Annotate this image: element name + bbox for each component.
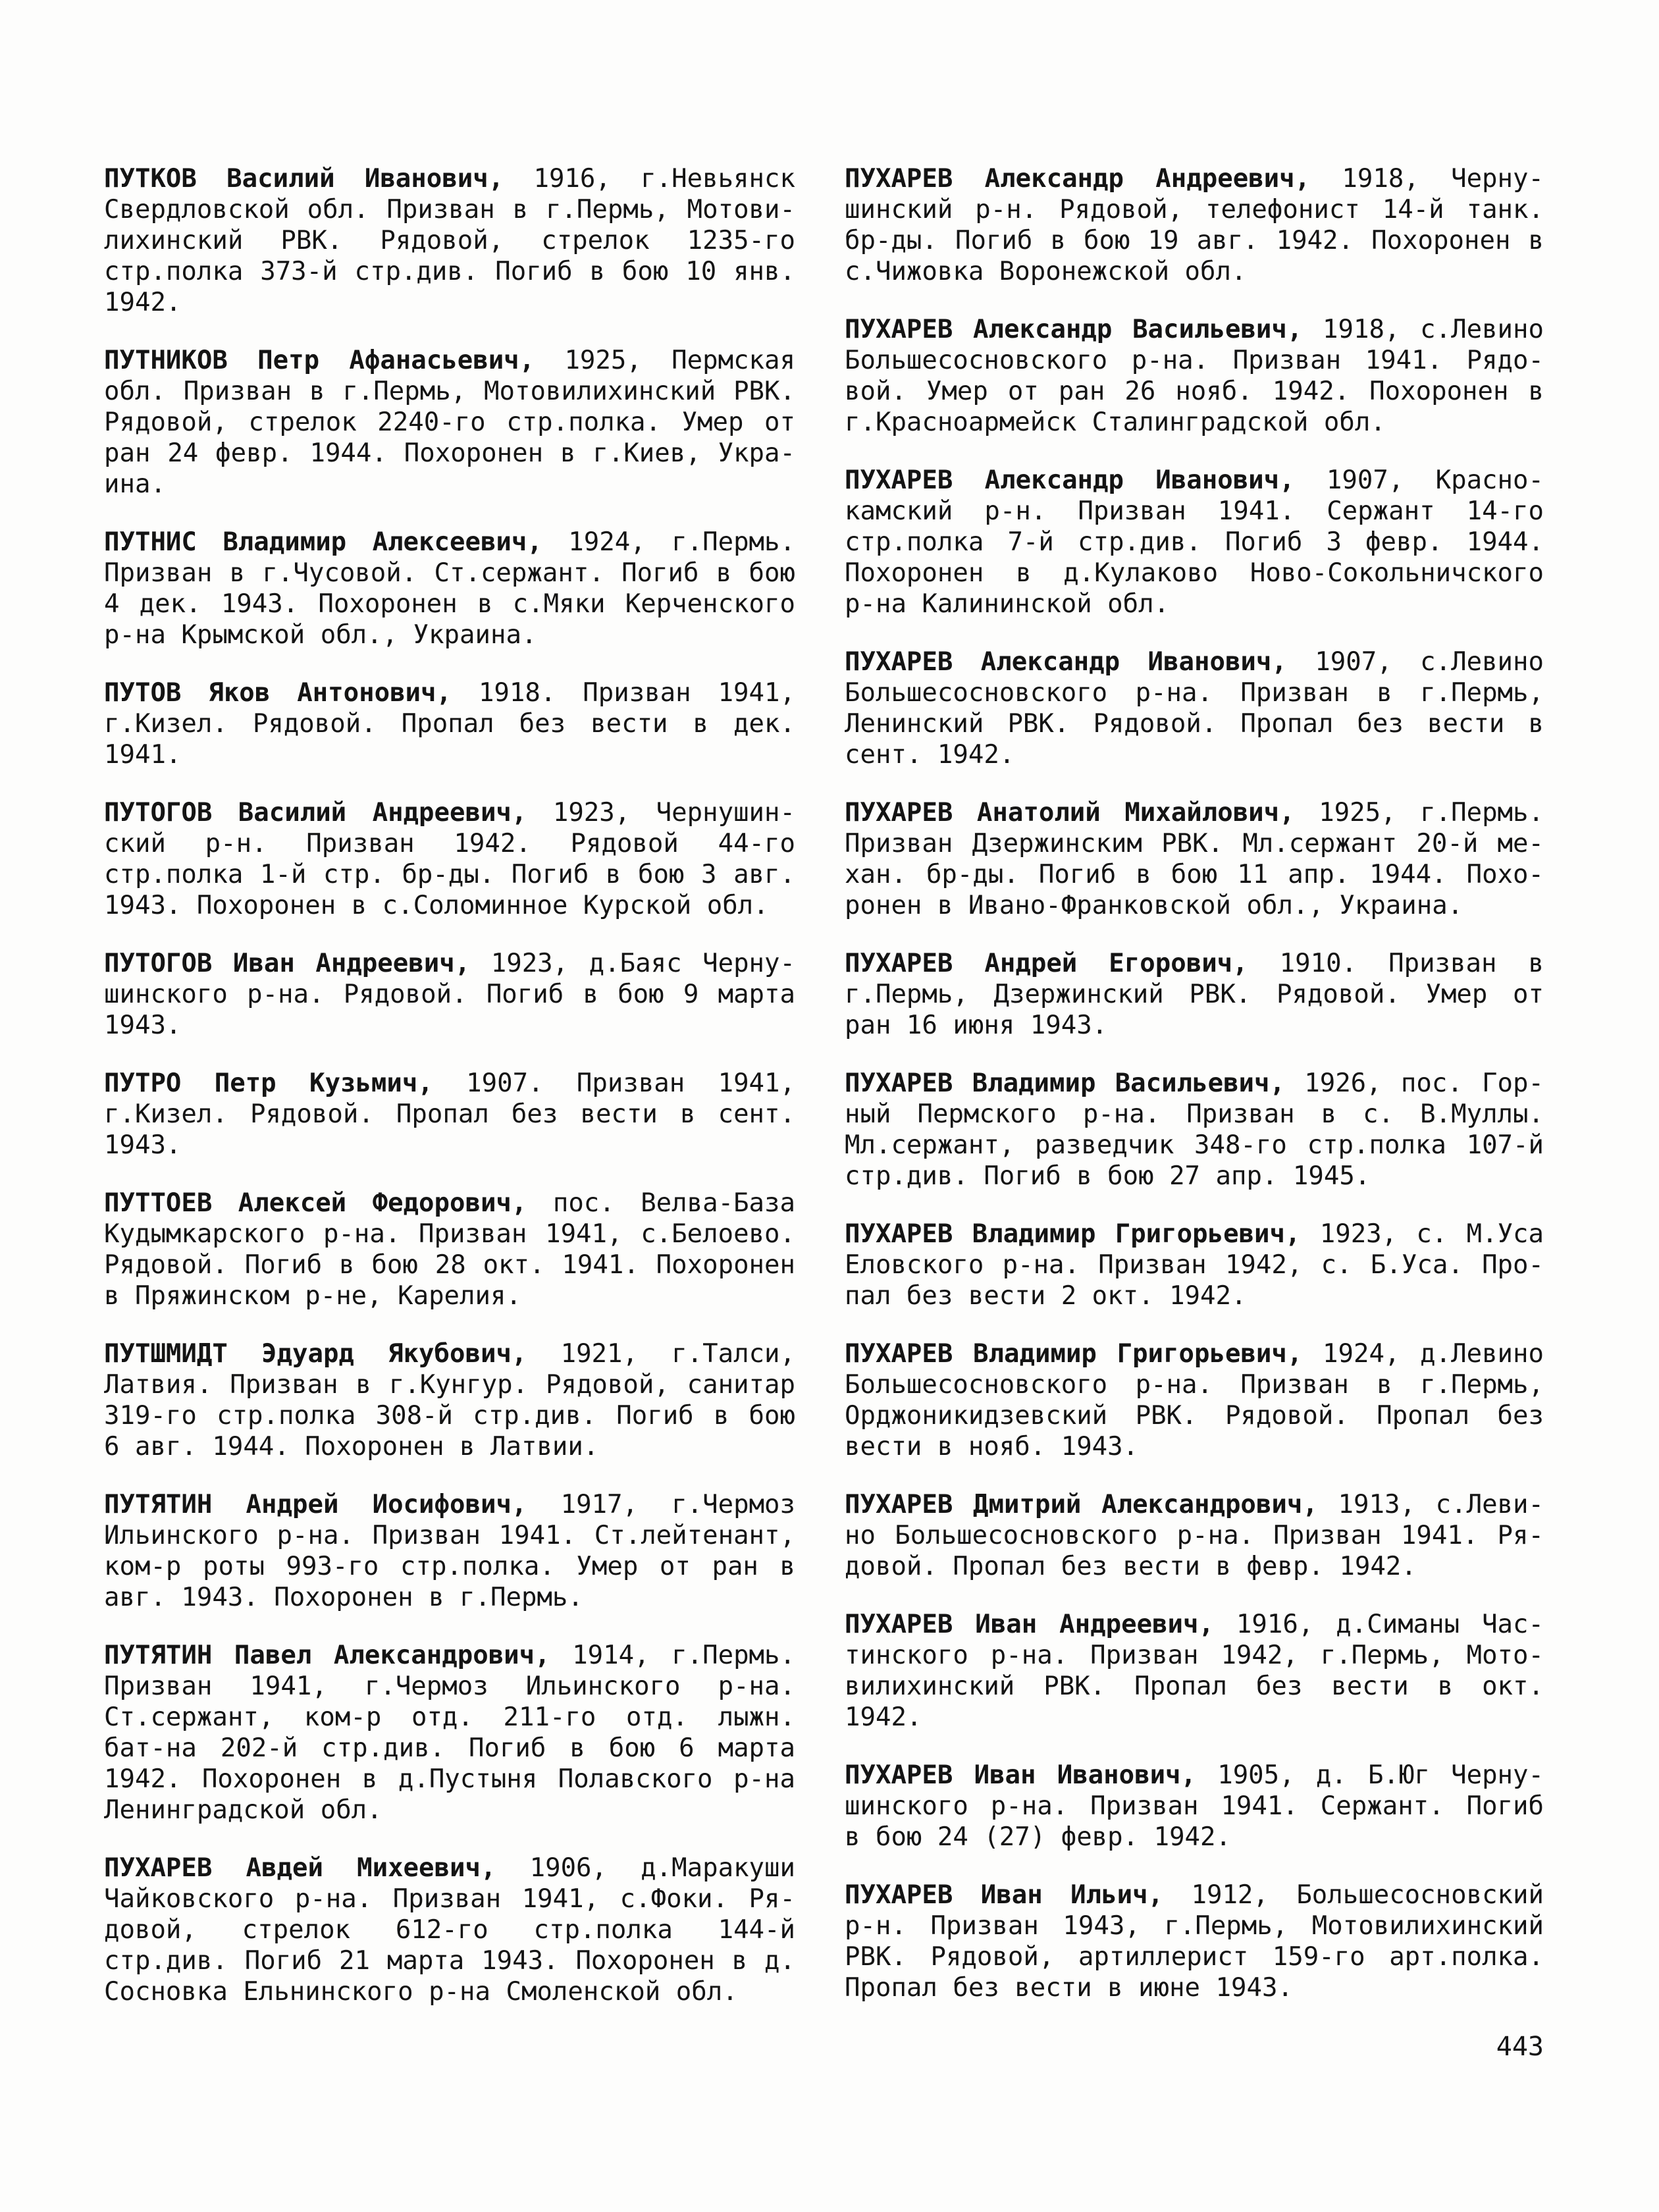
entry-line: бат-на 202-й стр.див. Погиб в бою 6 марта xyxy=(104,1733,795,1763)
entry-line: лихинский РВК. Рядовой, стрелок 1235-го xyxy=(104,226,795,255)
entry-name: ПУХАРЕВ Александр Иванович, xyxy=(845,647,1287,677)
memorial-entry xyxy=(104,1188,795,1311)
entry-line: Большесосновского р-на. Призван 1941. Рядо- xyxy=(845,346,1544,375)
memorial-entry xyxy=(845,314,1544,438)
entry-first-line: ПУТРО Петр Кузьмич, 1907. Призван 1941, xyxy=(104,1068,795,1098)
entry-name: ПУТРО Петр Кузьмич, xyxy=(104,1068,433,1098)
entry-line: Рядовой, стрелок 2240-го стр.полка. Умер от xyxy=(104,408,795,437)
entry-first-line: ПУТЯТИН Андрей Иосифович, 1917, г.Чермоз xyxy=(104,1490,796,1519)
entry-line: РВК. Рядовой, артиллерист 159-го арт.полка. xyxy=(845,1942,1544,1972)
entry-line: Сосновка Ельнинского р-на Смоленской обл. xyxy=(104,1977,738,2007)
entry-line: хан. бр-ды. Погиб в бою 11 апр. 1944. Похо- xyxy=(845,860,1544,889)
entry-name: ПУХАРЕВ Иван Ильич, xyxy=(845,1880,1164,1910)
entry-line: Свердловской обл. Призван в г.Пермь, Мотови- xyxy=(104,195,795,224)
entry-name: ПУТОВ Яков Антонович, xyxy=(104,678,452,708)
entry-name: ПУТЯТИН Андрей Иосифович, xyxy=(104,1490,527,1519)
entry-line: ный Пермского р-на. Призван в с. В.Муллы. xyxy=(845,1099,1544,1129)
entry-line: Ленинградской обл. xyxy=(104,1795,382,1825)
entry-line: ский р-н. Призван 1942. Рядовой 44-го xyxy=(104,829,795,858)
entry-name: ПУХАРЕВ Иван Андреевич, xyxy=(845,1610,1214,1639)
entry-line: Ст.сержант, ком-р отд. 211-го отд. лыжн. xyxy=(104,1702,795,1732)
entry-first-line: ПУХАРЕВ Иван Ильич, 1912, Большесосновский xyxy=(845,1880,1544,1910)
entry-line: вести в нояб. 1943. xyxy=(845,1432,1139,1462)
entry-line: Ильинского р-на. Призван 1941. Ст.лейтенант, xyxy=(104,1521,795,1550)
memorial-entry xyxy=(845,465,1544,619)
memorial-entry xyxy=(845,1609,1544,1733)
entry-name: ПУТНИКОВ Петр Афанасьевич, xyxy=(104,346,535,375)
memorial-entry xyxy=(845,1880,1544,2003)
right-column xyxy=(845,163,1544,2030)
entry-line: 6 авг. 1944. Похоронен в Латвии. xyxy=(104,1432,599,1462)
entry-name: ПУТКОВ Василий Иванович, xyxy=(104,164,504,194)
memorial-entry xyxy=(845,646,1544,770)
entry-first-line: ПУТОГОВ Иван Андреевич, 1923, д.Баяс Черну- xyxy=(104,949,795,978)
entry-line: 1943. xyxy=(104,1130,182,1160)
entry-name: ПУХАРЕВ Владимир Григорьевич, xyxy=(845,1219,1301,1249)
entry-name: ПУХАРЕВ Владимир Васильевич, xyxy=(845,1068,1285,1098)
entry-line: ком-р роты 993-го стр.полка. Умер от ран в xyxy=(104,1552,795,1581)
entry-line: г.Пермь, Дзержинский РВК. Рядовой. Умер от xyxy=(845,980,1544,1009)
entry-line: р-н. Призван 1943, г.Пермь, Мотовилихинский xyxy=(845,1911,1544,1941)
entry-line: пал без вести 2 окт. 1942. xyxy=(845,1281,1247,1311)
memorial-entry xyxy=(104,1640,795,1826)
entry-first-line: ПУТКОВ Василий Иванович, 1916, г.Невьянск xyxy=(104,164,795,194)
entry-line: Похоронен в д.Кулаково Ново-Сокольничского xyxy=(845,558,1544,588)
entry-first-line: ПУХАРЕВ Владимир Григорьевич, 1923, с. М.Уса xyxy=(845,1219,1544,1249)
entry-name: ПУХАРЕВ Дмитрий Александрович, xyxy=(845,1490,1318,1519)
entry-line: вой. Умер от ран 26 нояб. 1942. Похоронен в xyxy=(845,377,1544,406)
entry-name: ПУХАРЕВ Владимир Григорьевич, xyxy=(845,1339,1303,1369)
memorial-entry xyxy=(845,797,1544,921)
entry-first-line: ПУТОГОВ Василий Андреевич, 1923, Чернушин- xyxy=(104,798,795,828)
entry-name: ПУХАРЕВ Александр Васильевич, xyxy=(845,315,1303,344)
entry-line: довой. Пропал без вести в февр. 1942. xyxy=(845,1552,1417,1581)
memorial-entry xyxy=(845,1068,1544,1192)
memorial-entry xyxy=(104,1338,795,1462)
memorial-entry xyxy=(845,1489,1544,1582)
entry-line: бр-ды. Погиб в бою 19 авг. 1942. Похоронен в xyxy=(845,226,1544,255)
entry-line: Рядовой. Погиб в бою 28 окт. 1941. Похоронен xyxy=(104,1250,795,1280)
entry-name: ПУХАРЕВ Авдей Михеевич, xyxy=(104,1853,496,1883)
entry-name: ПУТОГОВ Иван Андреевич, xyxy=(104,949,471,978)
entry-name: ПУТШМИДТ Эдуард Якубович, xyxy=(104,1339,527,1369)
entry-line: Чайковского р-на. Призван 1941, с.Фоки. Ря- xyxy=(104,1884,795,1914)
entry-first-line: ПУТНИКОВ Петр Афанасьевич, 1925, Пермская xyxy=(104,346,795,375)
entry-line: г.Кизел. Рядовой. Пропал без вести в сент. xyxy=(104,1099,795,1129)
entry-name: ПУХАРЕВ Иван Иванович, xyxy=(845,1760,1197,1790)
memorial-entry xyxy=(845,1760,1544,1853)
entry-line: в бою 24 (27) февр. 1942. xyxy=(845,1822,1231,1852)
memorial-entry xyxy=(845,163,1544,287)
entry-line: Большесосновского р-на. Призван в г.Пермь, xyxy=(845,678,1544,708)
entry-line: стр.див. Погиб в бою 27 апр. 1945. xyxy=(845,1161,1371,1191)
entry-line: Пропал без вести в июне 1943. xyxy=(845,1973,1293,2003)
entry-line: сент. 1942. xyxy=(845,740,1015,770)
entry-line: шинского р-на. Призван 1941. Сержант. Погиб xyxy=(845,1791,1544,1821)
entry-line: стр.полка 373-й стр.див. Погиб в бою 10 янв. xyxy=(104,257,795,286)
left-column xyxy=(104,163,795,2034)
entry-line: но Большесосновского р-на. Призван 1941. Ря- xyxy=(845,1521,1544,1550)
entry-first-line: ПУХАРЕВ Анатолий Михайлович, 1925, г.Пермь. xyxy=(845,798,1544,828)
entry-line: вилихинский РВК. Пропал без вести в окт. xyxy=(845,1672,1544,1701)
entry-first-line: ПУХАРЕВ Авдей Михеевич, 1906, д.Маракуши xyxy=(104,1853,795,1883)
entry-first-line: ПУХАРЕВ Владимир Васильевич, 1926, пос. Гор- xyxy=(845,1068,1544,1098)
entry-line: тинского р-на. Призван 1942, г.Пермь, Мото- xyxy=(845,1641,1544,1670)
entry-line: довой, стрелок 612-го стр.полка 144-й xyxy=(104,1915,795,1945)
memorial-entry xyxy=(104,345,795,500)
entry-first-line: ПУХАРЕВ Владимир Григорьевич, 1924, д.Левино xyxy=(845,1339,1544,1369)
entry-line: стр.полка 1-й стр. бр-ды. Погиб в бою 3 авг. xyxy=(104,860,795,889)
entry-line: 1943. xyxy=(104,1011,182,1040)
entry-name: ПУТЯТИН Павел Александрович, xyxy=(104,1641,550,1670)
entry-first-line: ПУХАРЕВ Иван Андреевич, 1916, д.Симаны Час- xyxy=(845,1610,1544,1639)
entry-line: 1943. Похоронен в с.Соломинное Курской обл. xyxy=(104,891,769,920)
entry-line: стр.полка 7-й стр.див. Погиб 3 февр. 1944. xyxy=(845,527,1544,557)
entry-line: Еловского р-на. Призван 1942, с. Б.Уса. Про- xyxy=(845,1250,1544,1280)
entry-first-line: ПУХАРЕВ Андрей Егорович, 1910. Призван в xyxy=(845,949,1544,978)
entry-name: ПУХАРЕВ Анатолий Михайлович, xyxy=(845,798,1295,828)
entry-name: ПУХАРЕВ Андрей Егорович, xyxy=(845,949,1248,978)
entry-first-line: ПУТТОЕВ Алексей Федорович, пос. Велва-База xyxy=(104,1188,795,1218)
entry-line: 1942. xyxy=(104,288,182,317)
entry-line: авг. 1943. Похоронен в г.Пермь. xyxy=(104,1583,583,1612)
entry-line: Латвия. Призван в г.Кунгур. Рядовой, санитар xyxy=(104,1370,795,1400)
memorial-entry xyxy=(104,1068,795,1161)
entry-line: р-на Калининской обл. xyxy=(845,589,1170,619)
entry-line: ина. xyxy=(104,469,166,499)
memorial-entry xyxy=(845,948,1544,1041)
entry-first-line: ПУХАРЕВ Александр Иванович, 1907, Красно- xyxy=(845,465,1544,495)
entry-line: шинского р-на. Рядовой. Погиб в бою 9 марта xyxy=(104,980,795,1009)
entry-line: Большесосновского р-на. Призван в г.Пермь, xyxy=(845,1370,1544,1400)
entry-line: Призван в г.Чусовой. Ст.сержант. Погиб в бою xyxy=(104,558,795,588)
memorial-entry xyxy=(845,1219,1544,1311)
entry-line: 1942. Похоронен в д.Пустыня Полавского р-на xyxy=(104,1764,795,1794)
memorial-entry xyxy=(104,1853,795,2007)
entry-first-line: ПУТШМИДТ Эдуард Якубович, 1921, г.Талси, xyxy=(104,1339,796,1369)
entry-name: ПУТОГОВ Василий Андреевич, xyxy=(104,798,527,828)
memorial-entry xyxy=(104,948,795,1041)
entry-name: ПУХАРЕВ Александр Андреевич, xyxy=(845,164,1311,194)
entry-line: шинский р-н. Рядовой, телефонист 14-й танк. xyxy=(845,195,1544,224)
entry-name: ПУХАРЕВ Александр Иванович, xyxy=(845,465,1295,495)
entry-first-line: ПУТНИС Владимир Алексеевич, 1924, г.Пермь. xyxy=(104,527,795,557)
entry-line: Кудымкарского р-на. Призван 1941, с.Белоево. xyxy=(104,1219,795,1249)
memorial-entry xyxy=(104,677,795,770)
entry-line: р-на Крымской обл., Украина. xyxy=(104,620,537,650)
memorial-entry xyxy=(104,1489,795,1613)
entry-line: ран 16 июня 1943. xyxy=(845,1011,1108,1040)
entry-line: 4 дек. 1943. Похоронен в с.Мяки Керченского xyxy=(104,589,795,619)
entry-line: обл. Призван в г.Пермь, Мотовилихинский РВК. xyxy=(104,377,795,406)
entry-first-line: ПУХАРЕВ Александр Андреевич, 1918, Черну- xyxy=(845,164,1544,194)
memorial-entry xyxy=(104,797,795,921)
page-number: 443 xyxy=(1496,2032,1544,2062)
entry-line: стр.див. Погиб 21 марта 1943. Похоронен в д. xyxy=(104,1946,795,1976)
entry-line: ронен в Ивано-Франковской обл., Украина. xyxy=(845,891,1463,920)
entry-first-line: ПУХАРЕВ Дмитрий Александрович, 1913, с.Леви- xyxy=(845,1490,1544,1519)
memorial-entry xyxy=(845,1338,1544,1462)
entry-first-line: ПУТЯТИН Павел Александрович, 1914, г.Пермь. xyxy=(104,1641,795,1670)
entry-line: Призван Дзержинским РВК. Мл.сержант 20-й ме- xyxy=(845,829,1544,858)
entry-line: ран 24 февр. 1944. Похоронен в г.Киев, Укра- xyxy=(104,438,795,468)
entry-line: 1942. xyxy=(845,1702,922,1732)
entry-line: камский р-н. Призван 1941. Сержант 14-го xyxy=(845,496,1544,526)
entry-line: г.Красноармейск Сталинградской обл. xyxy=(845,408,1386,437)
entry-line: Ленинский РВК. Рядовой. Пропал без вести в xyxy=(845,709,1544,739)
entry-line: г.Кизел. Рядовой. Пропал без вести в дек. xyxy=(104,709,795,739)
entry-line: в Пряжинском р-не, Карелия. xyxy=(104,1281,521,1311)
memorial-entry xyxy=(104,527,795,650)
entry-line: Мл.сержант, разведчик 348-го стр.полка 107-й xyxy=(845,1130,1544,1160)
entry-first-line: ПУТОВ Яков Антонович, 1918. Призван 1941, xyxy=(104,678,795,708)
entry-line: с.Чижовка Воронежской обл. xyxy=(845,257,1247,286)
entry-name: ПУТТОЕВ Алексей Федорович, xyxy=(104,1188,527,1218)
entry-first-line: ПУХАРЕВ Александр Иванович, 1907, с.Левино xyxy=(845,647,1544,677)
entry-line: Призван 1941, г.Чермоз Ильинского р-на. xyxy=(104,1672,795,1701)
entry-first-line: ПУХАРЕВ Иван Иванович, 1905, д. Б.Юг Черну- xyxy=(845,1760,1544,1790)
memorial-entry xyxy=(104,163,795,318)
entry-line: 1941. xyxy=(104,740,182,770)
entry-line: Орджоникидзевский РВК. Рядовой. Пропал без xyxy=(845,1401,1544,1431)
entry-line: 319-го стр.полка 308-й стр.див. Погиб в бою xyxy=(104,1401,795,1431)
entry-name: ПУТНИС Владимир Алексеевич, xyxy=(104,527,542,557)
entry-first-line: ПУХАРЕВ Александр Васильевич, 1918, с.Левино xyxy=(845,315,1544,344)
